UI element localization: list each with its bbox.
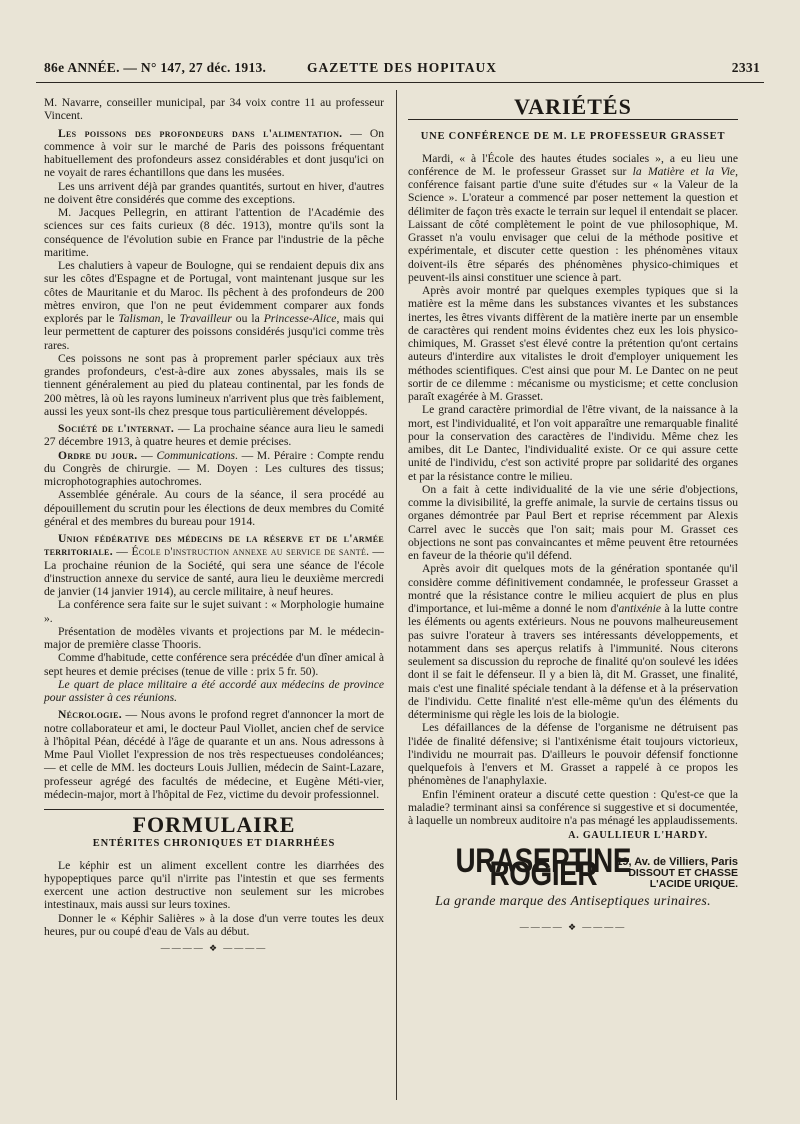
union-heading: Union fédérative des médecins de la réserve et de l'armée territoriale. — [44, 532, 384, 559]
conference-subtitle: UNE CONFÉRENCE DE M. LE PROFESSEUR GRASSET — [420, 131, 726, 143]
page-header — [44, 58, 760, 78]
union-paragraph-2: La conférence sera faite sur le sujet suivant : « Morphologie humaine ». — [44, 598, 384, 625]
assemblee-paragraph: Assemblée générale. Au cours de la séance, il sera procédé au dépouillement du scrutin pour les élections de deux membres du Comité général et des membres du bureau pour 1914. — [44, 488, 384, 528]
end-ornament-right: ———— ❖ ———— — [519, 921, 627, 932]
conference-paragraph-1: Mardi, « à l'École des hautes études sociales », a eu lieu une conférence de M. le professeur Grasset sur la Matière et la Vie, conférence faisant partie d'une suite d'études sur « la Valeur de la Science ». L'orateur a commencé par poser nettement la question et délimiter de façon très exacte le terrain sur lequel il entendait se placer. Laissant de côté complètement le point de vue philosophique, M. Grasset n'a voulu envisager que celui de la méthode positive et expérimentale, et discuter cette question : les phénomènes vitaux doivent-ils être séparés des phénomènes physico-chimiques et peuvent-ils ainsi constituer une science à part. — [408, 151, 738, 284]
poissons-paragraph-1: Les poissons des profondeurs dans l'alimentation. — On commence à voir sur le marché de Paris des poissons fréquentant habituellement des profondeurs assez considérables et dont jusqu'ici on ne voyait de rares échantillons que dans les musées. — [44, 126, 384, 180]
formulaire-title: FORMULAIRE — [132, 812, 296, 837]
poissons-paragraph-3: M. Jacques Pellegrin, en attirant l'attention de l'Académie des sciences sur ces faits curieux (8 déc. 1913), montre qu'ils sont la conséquence de l'évolution subie en France par l'industrie de la pêche maritime. — [44, 206, 384, 259]
union-paragraph-4: Comme d'habitude, cette conférence sera précédée d'un dîner amical à sept heures et demie précises (tenue de ville : prix 5 fr. 50). — [44, 651, 384, 678]
issue-info: 86e ANNÉE. — N° 147, 27 déc. 1913. — [44, 60, 267, 75]
conference-paragraph-7: Enfin l'éminent orateur a discuté cette question : Qu'est-ce que la maladie? terminant ainsi sa conférence si suggestive et si documentée, à laquelle un nombreux auditoire n'a pas ménagé les applaudissements. — [408, 787, 738, 827]
conference-paragraph-4: On a fait à cette individualité de la vie une série d'objections, comme la divisibilité, la greffe animale, la survie de certains tissus ou organes démontrée par Paul Bert et reprise récemment par Alexis Carrel avec le succès que l'on sait; mais pour M. Grasset ces objections ne sont pas convaincantes et même peuvent être retournées en faveur de la théorie qu'il défend. — [408, 482, 738, 562]
ad-address: 19, Av. de Villiers, Paris — [616, 855, 738, 868]
election-paragraph: M. Navarre, conseiller municipal, par 34 voix contre 11 au professeur Vincent. — [44, 96, 384, 123]
internat-paragraph: Société de l'internat. — La prochaine séance aura lieu le samedi 27 décembre 1913, à quatre heures et demie précises. — [44, 422, 384, 449]
varietes-title: VARIÉTÉS — [514, 94, 632, 119]
formulaire-rule — [44, 809, 384, 810]
ad-tagline: La grande marque des Antiseptiques urinaires. — [435, 893, 711, 909]
conference-paragraph-6: Les défaillances de la défense de l'organisme ne détruisent pas l'idée de finalité défensive; si l'antixénisme était toujours victorieux, l'individu ne mourrait pas. D'ailleurs le pouvoir défensif fonctionne quelquefois à l'envers et M. Grasset a rappelé à ce propos les phénomènes de l'anaphylaxie. — [408, 721, 738, 788]
right-column — [408, 96, 738, 934]
poissons-paragraph-4: Les chalutiers à vapeur de Boulogne, qui se rendaient depuis dix ans sur les côtes d'Espagne et de Portugal, vont maintenant jusque sur les côtes de Mauritanie et du Maroc. Ils pêchent à des profondeurs de 200 mètres environ, que l'on ne peut évidemment comparer aux fonds explorés par le Talisman, le Travailleur ou la Princesse-Alice, mais qui leur permettent de capturer des poissons considérés jusqu'ici comme très rares. — [44, 259, 384, 352]
end-ornament-left: ———— ❖ ———— — [160, 943, 268, 953]
ordre-paragraph: Ordre du jour. — Communications. — M. Péraire : Compte rendu du Congrès de chirurgie. — M. Doyen : Les cultures des tissus; microphotographies autochromes. — [44, 448, 385, 488]
conference-paragraph-3: Le grand caractère primordial de l'être vivant, de la naissance à la mort, est l'individualité, et l'on voit apparaître une remarquable finalité pour la conservation des caractères de l'individu. Même chez les amibes, dit Le Dantec, l'individualité existe. Or ce qui assure cette unité de l'individu, c'est son activité propre par solidarité des organes et par la résistance contre le milieu. — [408, 403, 738, 483]
column-divider — [396, 90, 397, 1100]
ordre-heading: Ordre du jour. — [58, 448, 138, 462]
left-column — [44, 96, 384, 955]
poissons-heading: Les poissons des profondeurs dans l'alimentation. — [58, 126, 343, 140]
ad-claim-1: DISSOUT ET CHASSE — [628, 866, 738, 879]
ad-address-block — [616, 857, 738, 890]
formulaire-paragraph-1: Le képhir est un aliment excellent contre les diarrhées des hypopeptiques parce qu'il n'irrite pas l'intestin et que ses ferments exercent une action destructive non seulement sur les microbes intestinaux, mais aussi sur leurs toxines. — [44, 858, 384, 912]
necrologie-heading: Nécrologie. — [58, 708, 122, 722]
internat-heading: Société de l'internat. — [58, 422, 175, 435]
varietes-rule — [408, 119, 738, 120]
header-rule — [36, 82, 764, 83]
necrologie-paragraph: Nécrologie. — Nous avons le profond regret d'annoncer la mort de notre collaborateur et ami, le docteur Paul Viollet, ancien chef de service à l'hôpital Péan, décédé à l'âge de quarante et un ans. Nous adressons à Mme Paul Viollet l'expression de nos très respectueuses condoléances; — et celle de MM. les docteurs Louis Jullien, médecin de Saint-Lazare, professeur agrégé des facultés de médecine, et Eugène Méti-vier, médecin-major, mort à l'hôpital de Fez, victime du devoir professionnel. — [44, 708, 384, 801]
formulaire-subtitle: ENTÉRITES CHRONIQUES ET DIARRHÉES — [92, 838, 336, 850]
author-signature: A. GAULLIEUR L'HARDY. — [568, 830, 708, 842]
page-number: 2331 — [731, 60, 760, 75]
conference-paragraph-5: Après avoir dit quelques mots de la génération spontanée qu'il considère comme définitivement condamnée, le professeur Grasset a montré que la résistance contre le milieu acquiert de plus en plus d'importance, et lui-même a donné le nom d'antixénie à la lutte contre les éléments ou agents extérieurs. Nous ne pouvons malheureusement pas suivre l'orateur à travers ses intéressants développements, et notamment dans ses aperçus relatifs à l'immunité. Nous citerons seulement sa discussion du reproche de finalité qu'on soulevé les idées dont il se fait le défenseur. Il y a bien là, dit M. Grasset, une finalité, mais c'est une finalité spéciale tendant à la défense et à la préservation de l'individu. Cette finalité n'est elle-même qu'un des éléments du déterminisme qui règle les lois de la biologie. — [408, 562, 738, 721]
union-paragraph-3: Présentation de modèles vivants et projections par M. le médecin-major de première classe Thooris. — [44, 624, 384, 651]
poissons-paragraph-2: Les uns arrivent déjà par grandes quantités, surtout en hiver, d'autres ne doivent être considérés que comme des exceptions. — [44, 179, 384, 206]
ad-brand-name: URASEPTINE ROGIER — [455, 841, 632, 893]
union-paragraph-1: Union fédérative des médecins de la réserve et de l'armée territoriale. — École d'instruction annexe au service de santé. — La prochaine réunion de la Société, qui sera une séance de l'école d'instruction annexe du service de santé, aura lieu le deuxième mercredi de janvier (14 janvier 1914), au cercle militaire, à neuf heures. — [44, 532, 384, 598]
ad-claim-2: L'ACIDE URIQUE. — [649, 877, 738, 890]
uraseptine-advertisement — [408, 841, 738, 917]
conference-paragraph-2: Après avoir montré par quelques exemples typiques que si la matière est la même dans les substances vivantes et les substances inertes, les êtres vivants diffèrent de la matière inerte par un ensemble de caractères qui rendent moins évidentes chez eux les lois physico-chimiques, M. Grasset s'est élevé contre la prétention qu'ont certains auteurs d'interdire aux vitalistes le droit d'employer uniquement les méthodes scientifiques. C'est ainsi que pour M. Le Dantec on ne peut sortir de ce dilemme : mécanisme ou mysticisme; et cette conclusion paraît exagérée à M. Grasset. — [408, 284, 738, 403]
poissons-paragraph-5: Ces poissons ne sont pas à proprement parler spéciaux aux très grandes profondeurs, c'est-à-dire aux zones abyssales, mais ils se tiennent généralement au pied du plateau continental, par les fonds de 200 mètres, là où les rayons lumineux n'arrivent plus que très faiblement, aussi les yeux sont-ils chez presque tous particulièrement développés. — [44, 351, 384, 418]
formulaire-paragraph-2: Donner le « Képhir Salières » à la dose d'un verre toutes les deux heures, pur ou coupé d'eau de Vals au début. — [44, 911, 384, 938]
union-paragraph-5: Le quart de place militaire a été accordé aux médecins de province pour assister à ces réunions. — [44, 677, 384, 704]
publication-title: GAZETTE DES HOPITAUX — [306, 60, 498, 75]
